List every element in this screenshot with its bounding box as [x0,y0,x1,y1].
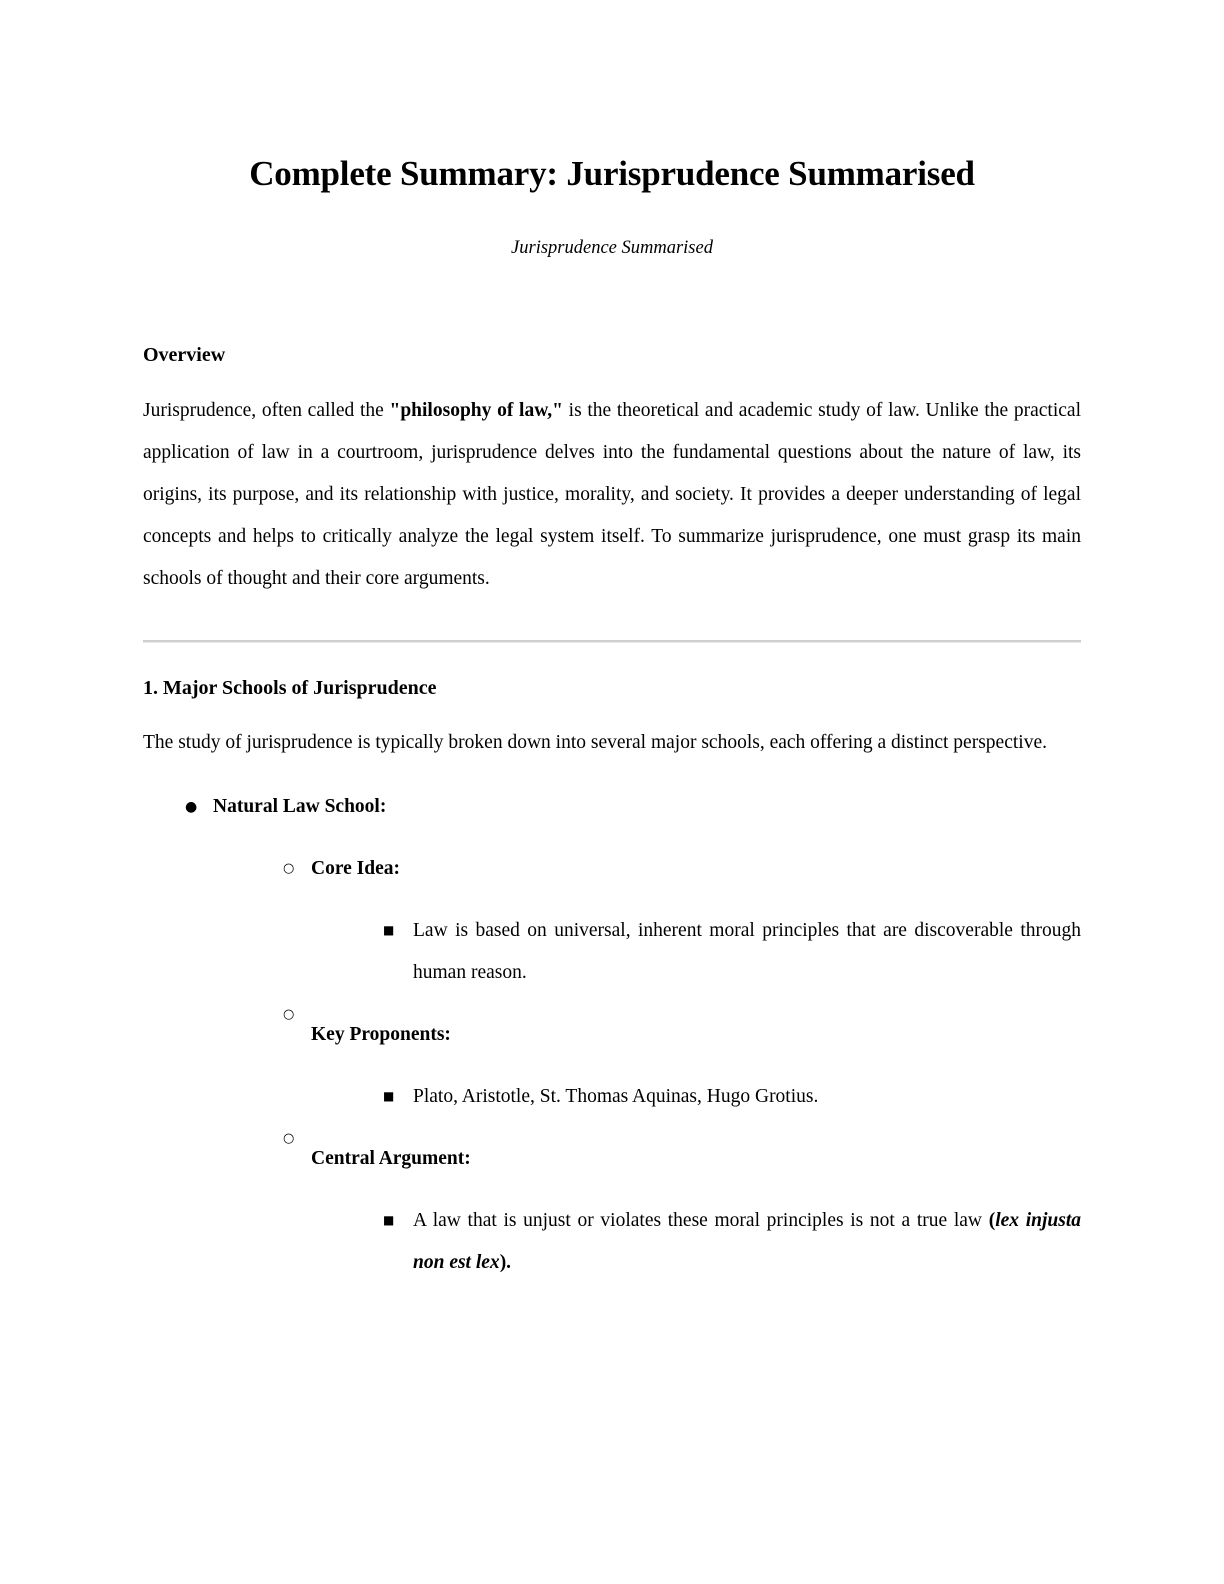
square-bullet-icon: ■ [383,1088,395,1103]
central-argument-detail-text [413,1200,1081,1284]
square-bullet-icon: ■ [383,922,395,937]
overview-text-rest: is the theoretical and academic study of law. Unlike the practical application of law in a courtroom, jurisprudence delves into the fundamental questions about the nature of law, its origins, its purpose, and its relationship with justice, morality, and society. It provides a deeper understanding of legal concepts and helps to critically analyze the legal system itself. To summarize jurisprudence, one must grasp its main schools of thought and their core arguments. [143,399,1081,589]
latin-maxim: lex injusta non est lex [413,1209,1081,1273]
key-proponents-label: Key Proponents: [311,1023,451,1045]
natural-law-school-label: Natural Law School: [213,795,387,817]
key-proponents-detail-list [311,1056,1081,1118]
natural-law-sublist [213,828,1081,1284]
disc-bullet-icon: ● [185,798,198,815]
central-argument-detail-lead: A law that is unjust or violates these moral principles is not a true law [413,1209,989,1231]
square-bullet-icon: ■ [383,1212,395,1227]
latin-paren-close: ). [499,1251,512,1273]
latin-paren-open: ( [988,1209,996,1231]
core-idea-detail-text: Law is based on universal, inherent moral principles that are discoverable through human reason. [413,919,1081,983]
circle-bullet-icon: ○ [283,1130,295,1146]
page-title: Complete Summary: Jurisprudence Summarised [249,154,975,193]
major-schools-intro-paragraph: The study of jurisprudence is typically broken down into several major schools, each offering a distinct perspective. [143,731,1047,753]
list-item-central-argument [283,1118,1081,1284]
central-argument-label: Central Argument: [311,1147,471,1169]
list-item-core-idea [283,848,1081,994]
list-item-core-idea-detail [383,910,1081,994]
overview-text-lead: Jurisprudence, often called the [143,399,390,421]
core-idea-label: Core Idea: [311,857,400,879]
core-idea-detail-list [311,890,1081,994]
overview-heading: Overview [143,343,226,366]
page-subtitle: Jurisprudence Summarised [511,237,713,258]
list-item-key-proponents-detail [383,1076,1081,1118]
list-item-key-proponents [283,994,1081,1118]
central-argument-detail-list [311,1180,1081,1284]
major-schools-heading: 1. Major Schools of Jurisprudence [143,676,437,699]
schools-list [143,764,1081,1284]
circle-bullet-icon: ○ [283,1006,295,1022]
overview-paragraph [143,369,1081,600]
list-item-natural-law-school [185,786,1081,1284]
list-item-central-argument-detail [383,1200,1081,1284]
overview-text-emphasis: "philosophy of law," [389,399,563,421]
key-proponents-detail-text: Plato, Aristotle, St. Thomas Aquinas, Hugo Grotius. [413,1085,819,1107]
circle-bullet-icon: ○ [283,860,295,876]
